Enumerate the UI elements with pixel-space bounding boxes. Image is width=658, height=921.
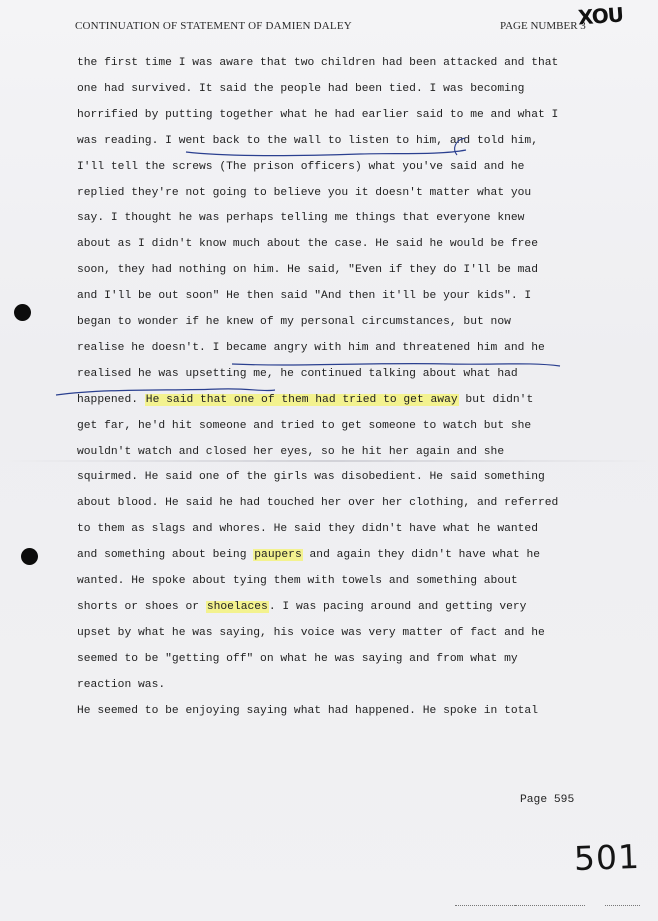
statement-line [77,574,518,588]
pen-underline-wall [186,150,466,156]
dotted-line [515,905,585,908]
statement-line [77,548,540,562]
line-text: . I was pacing around and getting very [268,600,527,613]
dotted-line [605,905,640,908]
statement-line [77,522,538,536]
statement-line [77,82,524,96]
line-text: the first time I was aware that two children had been attacked and that [77,57,559,69]
line-text: and again they didn't have what he [302,549,541,562]
statement-line [77,626,545,640]
line-text: to them as slags and whores. He said they didn't have what he wanted [77,523,538,536]
line-text: upset by what he was saying, his voice was very matter of fact and he [77,626,545,639]
line-text: horrified by putting together what he had earlier said to me and what I [77,108,559,121]
statement-line [77,315,511,329]
line-text: replied they're not going to believe you it doesn't matter what you [77,186,532,199]
statement-line [77,211,524,225]
statement-line [77,289,531,303]
statement-line [77,263,538,277]
line-text: and something about being [77,549,254,562]
line-text: seemed to be "getting off" on what he was saying and from what my [77,652,518,665]
statement-line [77,419,531,433]
statement-header-title: CONTINUATION OF STATEMENT OF DAMIEN DALEY [75,20,352,32]
statement-line [77,341,545,355]
line-text: shorts or shoes or [77,600,206,613]
dotted-line [455,905,515,908]
line-text: He seemed to be enjoying saying what had happened. He spoke in total [77,704,538,717]
statement-line [77,367,518,381]
statement-line [77,393,533,407]
line-text: was reading. I went back to the wall to listen to him, and told him, [77,134,538,147]
statement-line [77,134,538,148]
highlighted-text: shoelaces [206,600,268,613]
line-text: happened. [77,393,145,406]
line-text: squirmed. He said one of the girls was disobedient. He said something [77,471,545,484]
statement-line [77,445,504,459]
line-text: say. I thought he was perhaps telling me things that everyone knew [77,212,525,225]
line-text: one had survived. It said the people had been tied. I was becoming [77,82,525,95]
statement-line [77,678,165,692]
line-text: began to wonder if he knew of my personal circumstances, but now [77,316,511,328]
line-text: about as I didn't know much about the case. He said he would be free [77,238,538,251]
line-text: and I'll be out soon" He then said "And then it'll be your kids". I [77,290,532,303]
statement-line [77,108,558,122]
paper-fold [0,460,658,462]
line-text: about blood. He said he had touched her over her clothing, and referred [77,497,559,510]
line-text: realise he doesn't. I became angry with him and threatened him and he [77,341,545,354]
punch-hole-lower [21,548,38,565]
statement-line [77,56,558,70]
line-text: but didn't [458,393,534,406]
handwritten-stamp: XOU [577,2,624,30]
statement-line [77,496,558,510]
page-number-label: PAGE NUMBER 3 [500,20,586,32]
line-text: wanted. He spoke about tying them with towels and something about [77,575,518,587]
highlighted-text: He said that one of them had tried to get away [145,393,458,406]
line-text: I'll tell the screws (The prison officers) what you've said and he [77,160,525,173]
statement-line [77,652,518,666]
line-text: get far, he'd hit someone and tried to get someone to watch but she [77,419,532,432]
line-text: wouldn't watch and closed her eyes, so he hit her again and she [77,445,505,458]
statement-line [77,186,531,200]
handwritten-page-number: 501 [573,836,641,879]
line-text: realised he was upsetting me, he continued talking about what had [77,367,518,380]
line-text: reaction was. [77,678,166,691]
pen-underline-angry [232,364,560,366]
punch-hole-upper [14,304,31,321]
highlighted-text: paupers [254,549,302,562]
statement-line [77,237,538,251]
line-text: soon, they had nothing on him. He said, "Even if they do I'll be mad [77,264,538,277]
statement-line [77,160,524,174]
statement-line [77,600,526,614]
statement-line [77,704,538,718]
statement-line [77,470,545,484]
page-footer-number: Page 595 [520,794,575,806]
